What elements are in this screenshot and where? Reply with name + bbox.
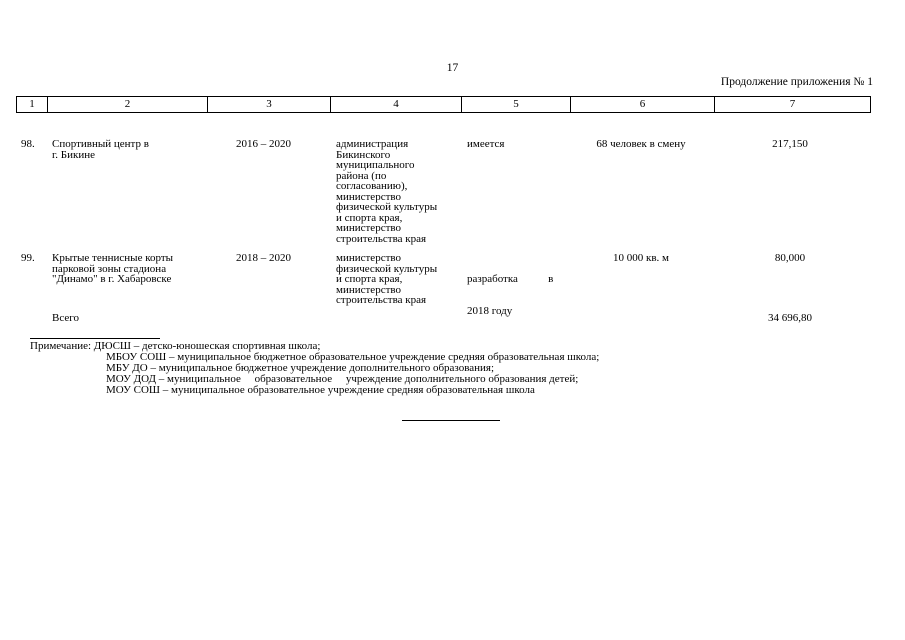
executor-line: министерство <box>336 252 402 264</box>
object-name-line: Крытые теннисные корты <box>52 252 174 264</box>
note-line: МОУ ДОД – муниципальное образовательное учреждение дополнительного образования детей; <box>106 373 579 385</box>
documentation-status: имеется <box>467 138 505 150</box>
executor-line: физической культуры <box>336 262 438 275</box>
documentation-line: 2018 году <box>467 304 513 317</box>
executor-line: министерство <box>336 190 402 203</box>
object-name-line: г. Бикине <box>52 148 95 161</box>
period: 2016 – 2020 <box>236 138 291 150</box>
total-label: Всего <box>52 312 79 324</box>
table-header <box>16 96 871 113</box>
header-col-7: 7 <box>789 98 796 110</box>
note-line: МБОУ СОШ – муниципальное бюджетное образовательное учреждение средняя образовательная школа; <box>106 351 600 363</box>
amount: 80,000 <box>774 252 806 264</box>
header-col-3: 3 <box>208 97 331 112</box>
executor-line: строительства края <box>336 294 427 306</box>
executor <box>336 139 437 244</box>
header-col-4: 4 <box>331 97 462 112</box>
period: 2018 – 2020 <box>236 252 291 264</box>
end-line <box>402 420 500 421</box>
executor-line: Бикинского <box>336 148 391 161</box>
documentation-line: разработка в <box>467 273 554 285</box>
total-amount: 34 696,80 <box>768 312 812 324</box>
executor <box>336 253 437 306</box>
note-line: МОУ СОШ – муниципальное образовательное учреждение средняя образовательная школа <box>106 384 535 396</box>
row-number: 98. <box>21 138 35 150</box>
amount: 217,150 <box>772 138 808 150</box>
executor-line: физической культуры <box>336 201 438 213</box>
header-col-5: 5 <box>462 97 571 112</box>
executor-line: министерство <box>336 283 402 296</box>
object-name-line: парковой зоны стадиона <box>52 262 167 275</box>
executor-line: администрация <box>336 138 409 150</box>
executor-line: района (по <box>336 169 387 182</box>
separator-line <box>30 338 160 339</box>
documentation-status <box>467 253 553 337</box>
page-number: 17 <box>446 62 459 74</box>
executor-line: согласованию), <box>336 180 408 192</box>
executor-line: муниципального <box>336 159 415 171</box>
header-col-6: 6 <box>571 97 715 112</box>
note-line: Примечание: ДЮСШ – детско-юношеская спортивная школа; <box>30 340 321 352</box>
header-col-2: 2 <box>48 97 208 112</box>
object-name-line: "Динамо" в г. Хабаровске <box>52 273 172 285</box>
object-name-line: Спортивный центр в <box>52 138 149 150</box>
executor-line: и спорта края, <box>336 273 403 285</box>
executor-line: и спорта края, <box>336 211 403 224</box>
note-line: МБУ ДО – муниципальное бюджетное учреждение дополнительного образования; <box>106 362 495 374</box>
executor-line: министерство <box>336 222 402 234</box>
executor-line: строительства края <box>336 232 427 245</box>
object-name <box>52 253 173 285</box>
continuation-label: Продолжение приложения № 1 <box>720 76 873 88</box>
object-name <box>52 139 149 160</box>
row-number: 99. <box>21 252 35 264</box>
capacity: 68 человек в смену <box>596 138 686 150</box>
capacity: 10 000 кв. м <box>613 252 669 264</box>
header-col-1: 1 <box>17 97 48 112</box>
